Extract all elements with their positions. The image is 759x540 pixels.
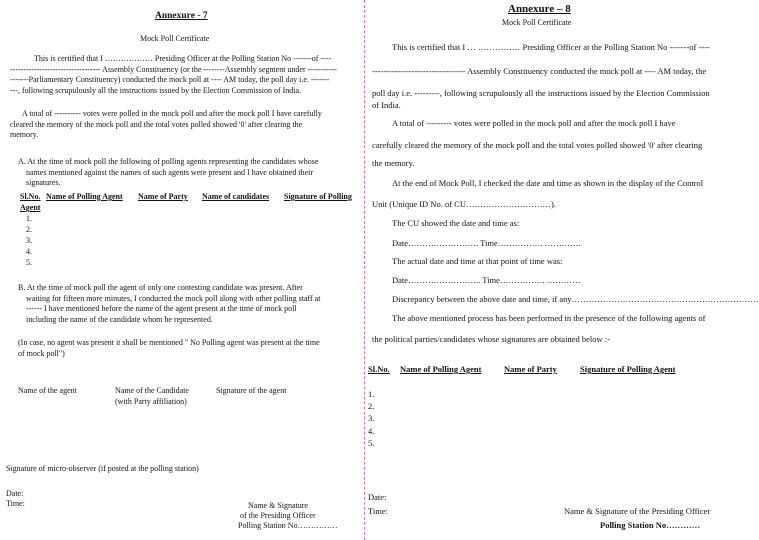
annexure-8-title: Annexure – 8 — [508, 3, 571, 15]
text-line: Unit (Unique ID No. of CU…………………………). — [372, 199, 556, 209]
time-label: Time: — [6, 499, 25, 508]
section-a-paragraph — [18, 157, 360, 189]
time-label: Time: — [368, 506, 389, 516]
column-header: Sl.No. — [368, 364, 390, 374]
column-header: Agent — [20, 203, 41, 212]
text-line: waiting for fifteen more minutes, I conducted the mock poll along with other polling staff at — [26, 293, 321, 303]
column-header: Sl.No. — [20, 192, 41, 201]
table-row: 1. — [368, 389, 375, 399]
text-line: cleared the memory of the mock poll and the total votes polled showed '0' after clearing the — [10, 119, 303, 129]
candidate-name-label: Name of the Candidate — [115, 386, 189, 395]
agent-signature-label: Signature of the agent — [216, 386, 287, 395]
annexure-7-title: Annexure - 7 — [155, 11, 208, 21]
party-affiliation-label: (with Party affiliation) — [115, 397, 187, 406]
text-line: (In case, no agent was present it shall be mentioned " No Polling agent was present at the time — [18, 338, 320, 347]
polling-station-label: Polling Station No………… — [600, 520, 701, 530]
no-agent-note — [18, 338, 360, 359]
text-line: poll day i.e. ---------, following scrupulously all the instructions issued by the Election Commission — [372, 88, 710, 98]
text-line: ---------------------------------- Assembly Constituency (or the --------Assembly segment under ----------- — [10, 64, 337, 74]
table-row: 2. — [368, 401, 375, 411]
column-header: Name of Party — [138, 192, 188, 201]
text-line: --------------------------------- Assembly Constituency conducted the mock poll at ---- AM today, the — [372, 66, 707, 76]
text-line: including the name of the candidate whom he represented. — [26, 314, 213, 324]
text-line: The CU showed the date and time as: — [392, 218, 520, 228]
certification-paragraph — [10, 54, 360, 96]
table-row: 5. — [26, 258, 32, 267]
date-label: Date: — [368, 492, 387, 502]
text-line: The actual date and time at that point of time was: — [392, 256, 563, 266]
text-line: Date…………………….. Time……………. ………… — [392, 275, 581, 285]
polling-station-label: Polling Station No…………… — [238, 521, 338, 530]
text-line: A total of ---------- votes were polled in the mock poll and after the mock poll I have carefully — [22, 109, 322, 118]
micro-observer-signature-label: Signature of micro-observer (if posted at the polling station) — [6, 464, 199, 473]
annexure-7-panel — [0, 0, 364, 540]
text-line: carefully cleared the memory of the mock poll and the total votes polled showed '0' after clearing — [372, 140, 703, 150]
text-line: This is certified that I ……………… Presiding Officer at the Polling Station No -------of ---- — [34, 54, 332, 63]
table-row: 1. — [26, 214, 32, 223]
text-line: B. At the time of mock poll the agent of only one contesting candidate was present. After — [18, 283, 303, 292]
text-line: ---, following scrupulously all the instructions issued by the Election Commission of India. — [10, 85, 302, 95]
presiding-officer-title: of the Presiding Officer — [240, 511, 316, 520]
page-divider — [364, 0, 365, 540]
column-header: Name of Party — [504, 364, 557, 374]
text-line: A. At the time of mock poll the following of polling agents representing the candidates whose — [18, 157, 319, 166]
agent-name-label: Name of the agent — [18, 386, 77, 395]
column-header: Signature of Polling Agent — [580, 364, 676, 374]
section-b-paragraph — [18, 283, 360, 325]
column-header: Name of Polling Agent — [400, 364, 482, 374]
text-line: of India. — [372, 100, 401, 110]
votes-paragraph — [10, 109, 360, 141]
column-header: Name of candidates — [202, 192, 270, 201]
text-line: names mentioned against the names of such agents were present and I have obtained their — [26, 167, 314, 177]
table-row: 4. — [368, 426, 375, 436]
text-line: the memory. — [372, 158, 415, 168]
annexure-8-subtitle: Mock Poll Certificate — [502, 18, 572, 27]
table-row: 5. — [368, 438, 375, 448]
presiding-officer-signature-label: Name & Signature of the Presiding Officer — [564, 506, 711, 516]
text-line: The above mentioned process has been performed in the presence of the following agents of — [392, 313, 706, 323]
table-row: 4. — [26, 247, 32, 256]
text-line: the political parties/candidates whose signatures are obtained below :- — [372, 334, 610, 344]
text-line: This is certified that I … …………… Presiding Officer at the Polling Station No -------of ---- — [392, 42, 710, 52]
table-row: 3. — [26, 236, 32, 245]
column-header: Signature of Polling — [284, 192, 352, 201]
text-line: ------ I have mentioned before the name of the agent present at the time of mock poll — [26, 304, 297, 313]
text-line: At the end of Mock Poll, I checked the date and time as shown in the display of the Control — [392, 178, 704, 188]
text-line: A total of --------- votes were polled in the mock poll and after the mock poll I have — [392, 118, 676, 128]
text-line: Date……………………. Time……………. …………. — [392, 238, 581, 248]
column-header: Name of Polling Agent — [46, 192, 123, 201]
date-label: Date: — [6, 489, 24, 498]
presiding-officer-signature-label: Name & Signature — [248, 501, 308, 510]
annexure-7-subtitle: Mock Poll Certificate — [140, 34, 210, 43]
text-line: memory. — [10, 130, 39, 139]
text-line: signatures. — [26, 178, 61, 187]
table-row: 3. — [368, 413, 375, 423]
text-line: Discrepancy between the above date and time, if any………………………………………………………… — [392, 294, 759, 304]
text-line: -------Parliamentary Constituency) conducted the mock poll at ---- AM today, the poll day i.e. ------- — [10, 75, 330, 84]
annexure-8-panel — [366, 0, 759, 540]
text-line: of mock poll") — [18, 348, 65, 358]
table-row: 2. — [26, 225, 32, 234]
